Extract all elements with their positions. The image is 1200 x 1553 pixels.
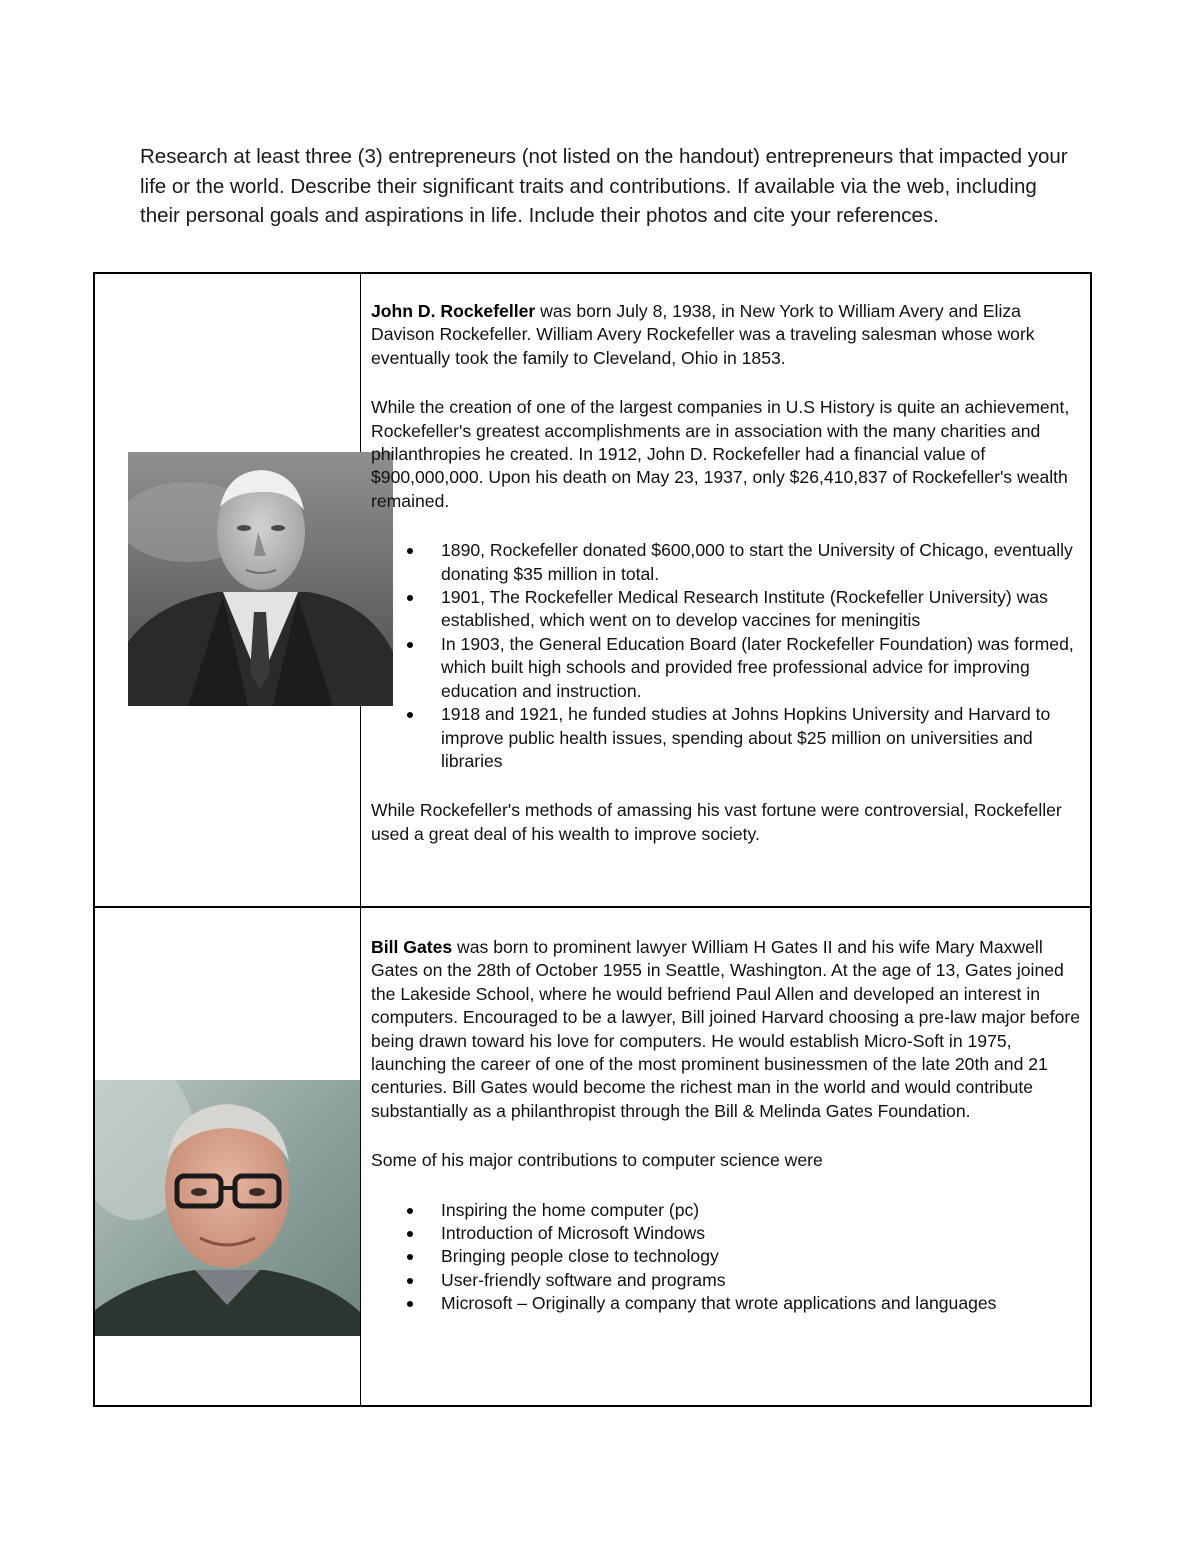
rockefeller-contributions-list xyxy=(371,539,1083,773)
rockefeller-photo xyxy=(128,452,393,706)
gates-intro xyxy=(371,936,1083,1123)
rockefeller-intro xyxy=(371,300,1083,370)
gates-bio xyxy=(371,936,1083,1316)
list-item: Microsoft – Originally a company that wrote applications and languages xyxy=(371,1292,1083,1315)
list-item: Bringing people close to technology xyxy=(371,1245,1083,1268)
rockefeller-intro-text: was born July 8, 1938, in New York to William Avery and Eliza Davison Rockefeller. William Avery Rockefeller was a traveling salesman whose work eventually took the family to Cleveland, Ohio in 1853. xyxy=(371,301,1035,368)
list-item: User-friendly software and programs xyxy=(371,1269,1083,1292)
list-item: 1901, The Rockefeller Medical Research Institute (Rockefeller University) was established, which went on to develop vaccines for meningitis xyxy=(371,586,1083,633)
rockefeller-closing: While Rockefeller's methods of amassing his vast fortune were controversial, Rockefeller used a great deal of his wealth to improve society. xyxy=(371,800,1062,844)
list-item: Inspiring the home computer (pc) xyxy=(371,1199,1083,1222)
rockefeller-name: John D. Rockefeller xyxy=(371,301,536,321)
gates-contributions-list xyxy=(371,1199,1083,1316)
list-item: In 1903, the General Education Board (later Rockefeller Foundation) was formed, which built high schools and provided free professional advice for improving education and instruction. xyxy=(371,633,1083,703)
list-item: Introduction of Microsoft Windows xyxy=(371,1222,1083,1245)
rockefeller-bio xyxy=(371,300,1083,846)
gates-name: Bill Gates xyxy=(371,937,453,957)
column-divider xyxy=(360,274,361,1405)
entrepreneurs-table xyxy=(93,272,1092,1407)
gates-intro-text: was born to prominent lawyer William H Gates II and his wife Mary Maxwell Gates on the 28th of October 1955 in Seattle, Washington. At the age of 13, Gates joined the Lakeside School, where he would befriend Paul Allen and developed an interest in computers. Encouraged to be a lawyer, Bill joined Harvard choosing a pre-law major before being drawn toward his love for computers. He would establish Micro-Soft in 1975, launching the career of one of the most prominent businessmen of the late 20th and 21 centuries. Bill Gates would become the richest man in the world and would contribute substantially as a philanthropist through the Bill & Melinda Gates Foundation. xyxy=(371,937,1081,1121)
instructions-paragraph: Research at least three (3) entrepreneurs (not listed on the handout) entrepreneurs that impacted your life or the world. Describe their significant traits and contributions. If available via the web, including their personal goals and aspirations in life. Include their photos and cite your references. xyxy=(140,145,1068,227)
gates-contributions-heading: Some of his major contributions to computer science were xyxy=(371,1150,823,1171)
list-item: 1918 and 1921, he funded studies at Johns Hopkins University and Harvard to improve public health issues, spending about $25 million on universities and libraries xyxy=(371,703,1083,773)
list-item: 1890, Rockefeller donated $600,000 to start the University of Chicago, eventually donating $35 million in total. xyxy=(371,539,1083,586)
rockefeller-accomplishments: While the creation of one of the largest companies in U.S History is quite an achievement, Rockefeller's greatest accomplishments are in association with the many charities and philanthropies he created. In 1912, John D. Rockefeller had a financial value of $900,000,000. Upon his death on May 23, 1937, only $26,410,837 of Rockefeller's wealth remained. xyxy=(371,397,1070,511)
gates-photo xyxy=(95,1080,360,1336)
row-divider xyxy=(95,906,1090,908)
